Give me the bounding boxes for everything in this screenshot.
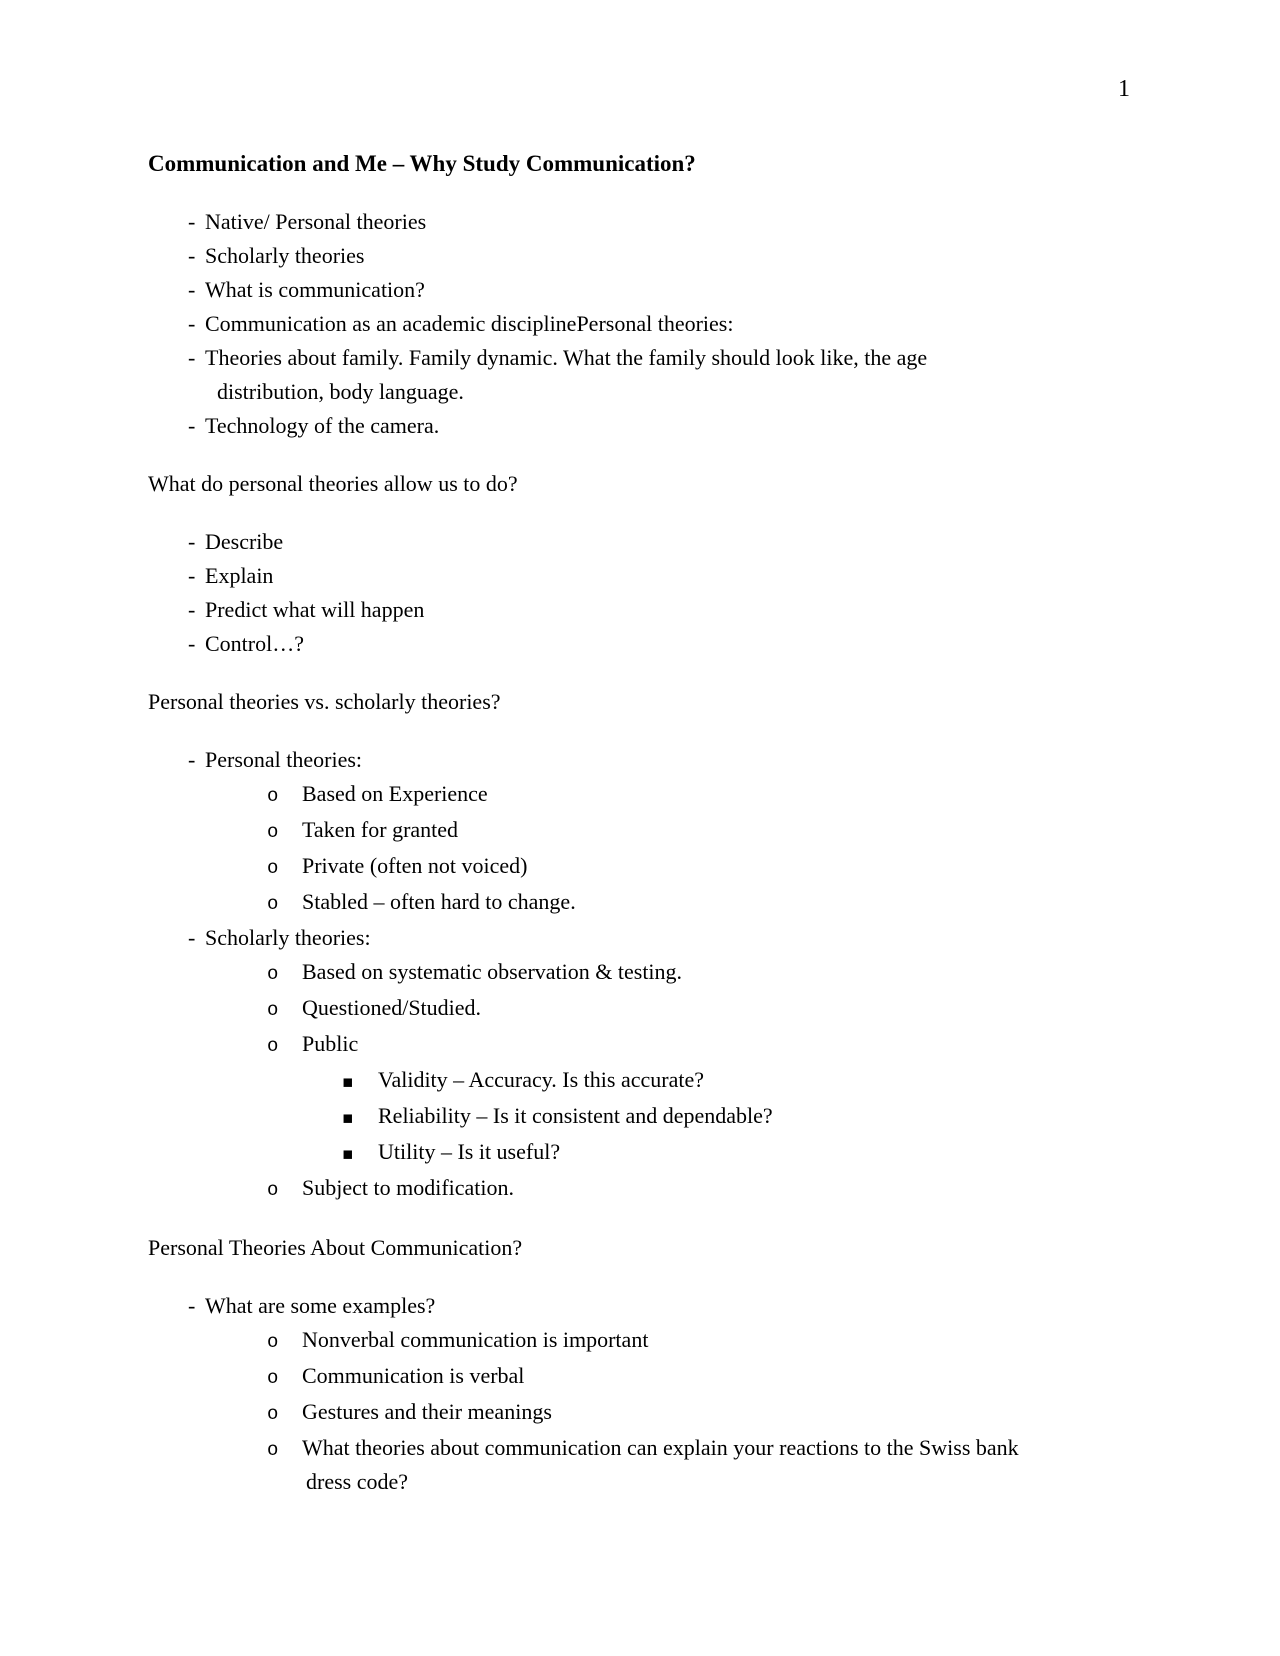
paragraph: Personal theories vs. scholarly theories? <box>148 689 501 714</box>
list-item-text <box>302 849 1137 883</box>
list-item <box>148 307 1137 341</box>
list-item <box>148 1099 1137 1135</box>
bullet-marker-level-2: o <box>267 999 279 1021</box>
list-item <box>148 991 1137 1027</box>
list-item-text <box>205 273 1137 307</box>
document-body <box>148 205 1137 1499</box>
bullet-marker-level-2: o <box>267 1367 279 1389</box>
bullet-marker-level-1: - <box>188 1293 196 1318</box>
bullet-marker-level-3: ▪ <box>342 1072 354 1092</box>
bullet-marker-level-1: - <box>188 631 196 656</box>
bullet-list <box>148 743 1137 1207</box>
list-item-text-line: Subject to modification. <box>302 1175 515 1200</box>
list-item <box>148 921 1137 955</box>
list-item-text-line: Based on systematic observation & testing. <box>302 959 683 984</box>
list-item-text <box>302 1027 1137 1061</box>
bullet-marker-level-1: - <box>188 345 196 370</box>
list-item-text-line: Predict what will happen <box>205 597 425 622</box>
bullet-marker-level-2: o <box>267 963 279 985</box>
list-item-text-line: Technology of the camera. <box>205 413 440 438</box>
list-item-text <box>205 341 1137 409</box>
list-item <box>148 559 1137 593</box>
list-item <box>148 1135 1137 1171</box>
list-item <box>148 239 1137 273</box>
list-item <box>148 1289 1137 1323</box>
list-item <box>148 885 1137 921</box>
list-item-text <box>302 1359 1137 1393</box>
list-item <box>148 849 1137 885</box>
bullet-marker-level-1: - <box>188 209 196 234</box>
list-item-text <box>302 813 1137 847</box>
list-item-text <box>302 955 1137 989</box>
bullet-marker-level-2: o <box>267 1403 279 1425</box>
list-item <box>148 777 1137 813</box>
bullet-marker-level-1: - <box>188 747 196 772</box>
page-number: 1 <box>1118 76 1130 102</box>
list-item-text-line: Scholarly theories: <box>205 925 371 950</box>
list-item-text-line: Based on Experience <box>302 781 488 806</box>
list-item-text-line: Describe <box>205 529 284 554</box>
bullet-marker-level-3: ▪ <box>342 1144 354 1164</box>
list-item-text <box>378 1135 1137 1169</box>
list-item-text <box>205 559 1137 593</box>
list-item-text <box>205 743 1137 777</box>
list-item-text-line: What theories about communication can explain your reactions to the Swiss bank <box>302 1435 1019 1460</box>
bullet-marker-level-2: o <box>267 1331 279 1353</box>
list-item-text <box>205 921 1137 955</box>
list-item-text <box>302 777 1137 811</box>
list-item <box>148 955 1137 991</box>
bullet-marker-level-1: - <box>188 597 196 622</box>
bullet-marker-level-1: - <box>188 277 196 302</box>
bullet-marker-level-1: - <box>188 311 196 336</box>
list-item <box>148 205 1137 239</box>
list-item-text-line: Taken for granted <box>302 817 459 842</box>
list-item <box>148 409 1137 443</box>
list-item-text <box>205 525 1137 559</box>
list-item-text <box>302 1323 1137 1357</box>
list-item-text-line: Native/ Personal theories <box>205 209 427 234</box>
list-item-text <box>302 1395 1137 1429</box>
list-item <box>148 627 1137 661</box>
bullet-marker-level-3: ▪ <box>342 1108 354 1128</box>
list-item <box>148 1171 1137 1207</box>
list-item-text <box>205 239 1137 273</box>
bullet-list <box>148 205 1137 443</box>
list-item-text <box>302 1431 1137 1499</box>
list-item-text <box>205 307 1137 341</box>
list-item-text <box>205 205 1137 239</box>
paragraph: Personal Theories About Communication? <box>148 1235 523 1260</box>
list-item-text <box>378 1063 1137 1097</box>
list-item <box>148 341 1137 409</box>
bullet-marker-level-2: o <box>267 893 279 915</box>
list-item-text <box>205 1289 1137 1323</box>
list-item-text-line: Stabled – often hard to change. <box>302 889 576 914</box>
list-item-text-line: Control…? <box>205 631 304 656</box>
list-item-text-line: Private (often not voiced) <box>302 853 528 878</box>
list-item-text-line: Reliability – Is it consistent and dependable? <box>378 1103 773 1128</box>
list-item-text <box>378 1099 1137 1133</box>
list-item <box>148 525 1137 559</box>
list-item-text <box>302 885 1137 919</box>
document-title: Communication and Me – Why Study Communication? <box>148 151 696 176</box>
list-item-text-line: Validity – Accuracy. Is this accurate? <box>378 1067 704 1092</box>
paragraph: What do personal theories allow us to do? <box>148 471 518 496</box>
list-item-text-line: Explain <box>205 563 274 588</box>
bullet-marker-level-1: - <box>188 563 196 588</box>
bullet-marker-level-1: - <box>188 243 196 268</box>
list-item-text-line: Gestures and their meanings <box>302 1399 552 1424</box>
bullet-marker-level-2: o <box>267 857 279 879</box>
list-item <box>148 1063 1137 1099</box>
list-item-text-line: Communication as an academic disciplinePersonal theories: <box>205 311 734 336</box>
list-item-text <box>205 409 1137 443</box>
bullet-marker-level-1: - <box>188 925 196 950</box>
list-item-text-line: Utility – Is it useful? <box>378 1139 561 1164</box>
list-item <box>148 593 1137 627</box>
list-item <box>148 1359 1137 1395</box>
list-item-text-line: Theories about family. Family dynamic. What the family should look like, the age <box>205 345 928 370</box>
list-item-text-line: Questioned/Studied. <box>302 995 482 1020</box>
list-item <box>148 1431 1137 1499</box>
list-item <box>148 273 1137 307</box>
list-item <box>148 1027 1137 1063</box>
bullet-marker-level-2: o <box>267 821 279 843</box>
list-item <box>148 743 1137 777</box>
bullet-marker-level-2: o <box>267 785 279 807</box>
bullet-marker-level-1: - <box>188 413 196 438</box>
list-item-text-line: Public <box>302 1031 359 1056</box>
list-item-text-line: Personal theories: <box>205 747 363 772</box>
list-item-text-line: Scholarly theories <box>205 243 365 268</box>
list-item-text-line: Nonverbal communication is important <box>302 1327 649 1352</box>
bullet-list <box>148 525 1137 661</box>
bullet-marker-level-2: o <box>267 1179 279 1201</box>
list-item-text-wrap-line: distribution, body language. <box>217 379 464 404</box>
list-item-text-line: Communication is verbal <box>302 1363 525 1388</box>
bullet-marker-level-2: o <box>267 1439 279 1461</box>
bullet-list <box>148 1289 1137 1499</box>
list-item-text-line: What is communication? <box>205 277 425 302</box>
list-item-text <box>205 593 1137 627</box>
bullet-marker-level-1: - <box>188 529 196 554</box>
list-item <box>148 1323 1137 1359</box>
list-item-text-line: What are some examples? <box>205 1293 436 1318</box>
list-item <box>148 813 1137 849</box>
bullet-marker-level-2: o <box>267 1035 279 1057</box>
list-item-text <box>302 991 1137 1025</box>
list-item <box>148 1395 1137 1431</box>
list-item-text <box>205 627 1137 661</box>
list-item-text-wrap-line: dress code? <box>306 1469 409 1494</box>
list-item-text <box>302 1171 1137 1205</box>
